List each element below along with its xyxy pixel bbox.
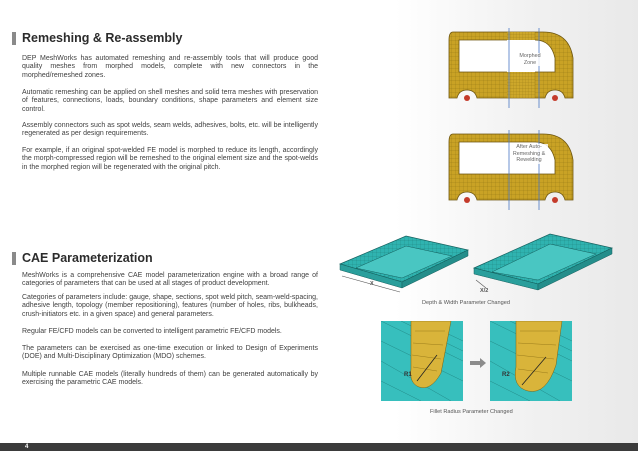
dimension-half-x-label: X/2 <box>480 288 489 294</box>
cae-paragraph-5: Multiple runnable CAE models (literally hundreds of them) can be generated automatically by exercising the parametric CAE models. <box>22 371 318 387</box>
after-remeshing-label: After Auto-Remeshing & Rewelding <box>510 144 548 164</box>
cae-paragraph-2: Categories of parameters include: gauge, shape, sections, spot weld pitch, seam-weld-spacing, adhesive length, topology (member repositioning), features (number of holes, ribs, bulkheads, crush-initiators etc. in a given space) and general parameters. <box>22 294 318 318</box>
section-marker <box>12 252 16 265</box>
remeshing-title: Remeshing & Re-assembly <box>22 31 183 45</box>
section-marker <box>12 32 16 45</box>
fillet-r1-image <box>381 321 463 401</box>
r1-label: R1 <box>404 372 412 378</box>
remeshing-paragraph-3: Assembly connectors such as spot welds, seam welds, adhesives, bolts, etc. will be intelligently regenerated as per design requirements. <box>22 122 318 138</box>
cae-paragraph-1: MeshWorks is a comprehensive CAE model parameterization engine with a broad range of categories of parameters that can be used at all stages of product development. <box>22 272 318 288</box>
remeshing-paragraph-2: Automatic remeshing can be applied on shell meshes and solid terra meshes with preservation of features, connections, loads, boundary conditions, shape parameters and element size control. <box>22 89 318 113</box>
cae-title: CAE Parameterization <box>22 251 153 265</box>
arrow-right-icon <box>470 358 486 368</box>
morphed-panel-figure <box>447 28 577 108</box>
dimension-x-label: X <box>370 281 374 287</box>
remeshing-paragraph-1: DEP MeshWorks has automated remeshing and re-assembly tools that will produce good quality meshes from morphed models, complete with new connectors in the morphed/remeshed zones. <box>22 55 318 79</box>
cae-paragraph-3: Regular FE/CFD models can be converted to intelligent parametric FE/CFD models. <box>22 328 282 335</box>
depth-width-figure <box>336 228 616 300</box>
cae-paragraph-4: The parameters can be exercised as one-time execution or linked to Design of Experiments (DOE) and Multi-Disciplinary Optimization (MDO) schemes. <box>22 345 318 361</box>
page-number: 4 <box>25 444 29 450</box>
depth-width-caption: Depth & Width Parameter Changed <box>422 300 510 306</box>
footer-bar <box>0 443 638 451</box>
r2-label: R2 <box>502 372 510 378</box>
remeshing-paragraph-4: For example, if an original spot-welded FE model is morphed to reduce its length, accordingly the morph-compressed region will be remeshed to the original element size and the spot-welds in the morphed region will be regenerated with the original pitch. <box>22 147 318 171</box>
fillet-radius-caption: Fillet Radius Parameter Changed <box>430 409 513 415</box>
morphed-zone-label: Morphed Zone <box>513 53 547 66</box>
remeshed-panel-figure <box>447 130 577 210</box>
fillet-r2-image <box>490 321 572 401</box>
